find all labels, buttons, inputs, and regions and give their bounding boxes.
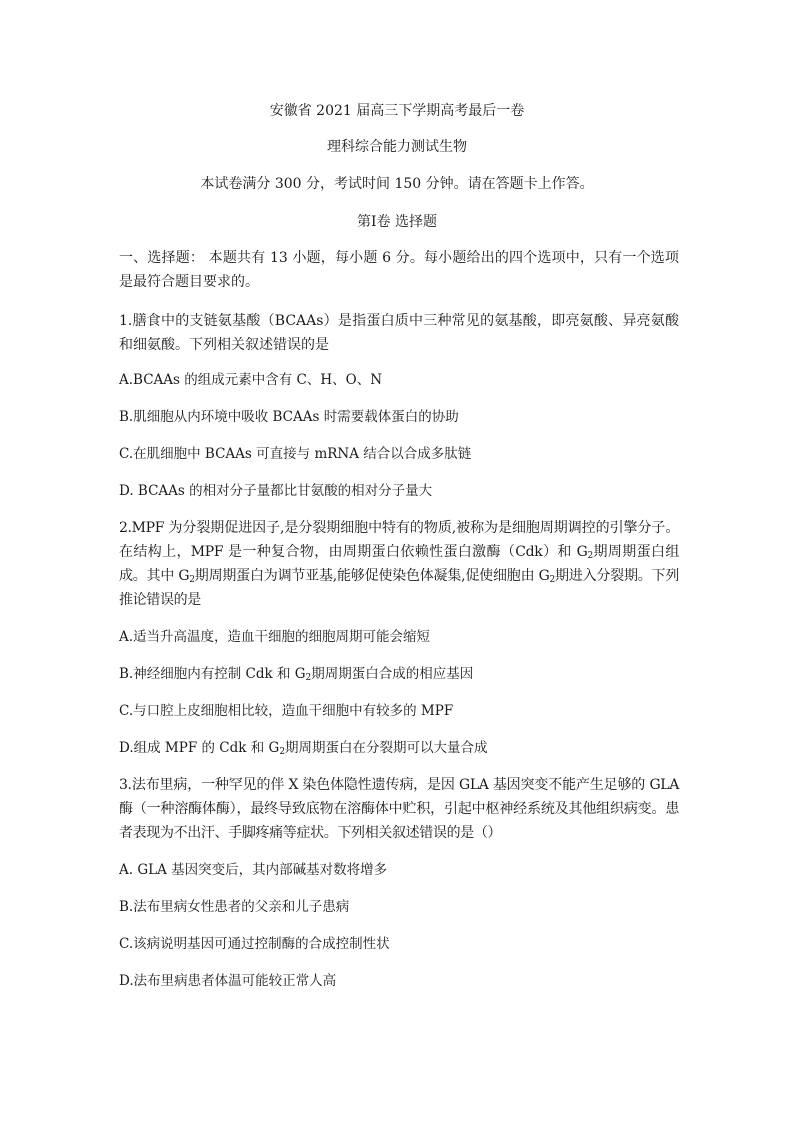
question-1-stem: 1.膳食中的支链氨基酸（BCAAs）是指蛋白质中三种常见的氨基酸，即亮氨酸、异亮氨酸和细氨酸。下列相关叙述错误的是 bbox=[119, 313, 679, 353]
question-1-option-c: C.在肌细胞中 BCAAs 可直接与 mRNA 结合以合成多肽链 bbox=[119, 446, 472, 462]
instructions: 一、选择题： 本题共有 13 小题，每小题 6 分。每小题给出的四个选项中，只有一个选项是最符合题目要求的。 bbox=[119, 250, 679, 290]
question-3-stem: 3.法布里病，一种罕见的伴 X 染色体隐性遗传病，是因 GLA 基因突变不能产生足够的 GLA 酶（一种溶酶体酶），最终导致底物在溶酶体中贮积，引起中枢神经系统及其他组织病变。患者表现为不出汗、手脚疼痛等症状。下列相关叙述错误的是（） bbox=[119, 777, 679, 841]
question-3-option-b: B.法布里病女性患者的父亲和儿子患病 bbox=[119, 899, 350, 915]
exam-title: 安徽省 2021 届高三下学期高考最后一卷 bbox=[269, 103, 525, 119]
question-2-option-a: A.适当升高温度，造血干细胞的细胞周期可能会缩短 bbox=[119, 629, 431, 645]
question-1-option-d: D. BCAAs 的相对分子量都比甘氨酸的相对分子量大 bbox=[119, 483, 433, 499]
question-3-option-d: D.法布里病患者体温可能较正常人高 bbox=[119, 973, 337, 989]
question-1-option-a: A.BCAAs 的组成元素中含有 C、H、O、N bbox=[119, 372, 383, 388]
question-2-option-b: B.神经细胞内有控制 Cdk 和 $G_2$期周期蛋白合成的相应基因 bbox=[119, 666, 474, 683]
exam-notice: 本试卷满分 300 分，考试时间 150 分钟。请在答题卡上作答。 bbox=[200, 176, 594, 192]
question-2-option-c: C.与口腔上皮细胞相比较，造血干细胞中有较多的 MPF bbox=[119, 703, 454, 719]
question-2-stem: 2.MPF 为分裂期促进因子,是分裂期细胞中特有的物质,被称为是细胞周期调控的引擎分子。在结构上，MPF 是一种复合物，由周期蛋白依赖性蛋白激酶（Cdk）和 $G_2$期周期蛋白组成。其中 $G_2$期周期蛋白为调节亚基,能够促使染色体凝集,促使细胞由 $G_2$期进入分裂期。下列推论错误的是 bbox=[119, 520, 679, 608]
exam-subtitle: 理科综合能力测试生物 bbox=[327, 139, 467, 155]
question-1-option-b: B.肌细胞从内环境中吸收 BCAAs 时需要载体蛋白的协助 bbox=[119, 409, 459, 425]
question-3-option-c: C.该病说明基因可通过控制酶的合成控制性状 bbox=[119, 936, 390, 952]
question-2-option-d: D.组成 MPF 的 Cdk 和 $G_2$期周期蛋白在分裂期可以大量合成 bbox=[119, 740, 488, 757]
question-3-option-a: A. GLA 基因突变后，其内部碱基对数将增多 bbox=[119, 862, 388, 878]
section-heading: 第Ⅰ卷 选择题 bbox=[357, 214, 437, 230]
